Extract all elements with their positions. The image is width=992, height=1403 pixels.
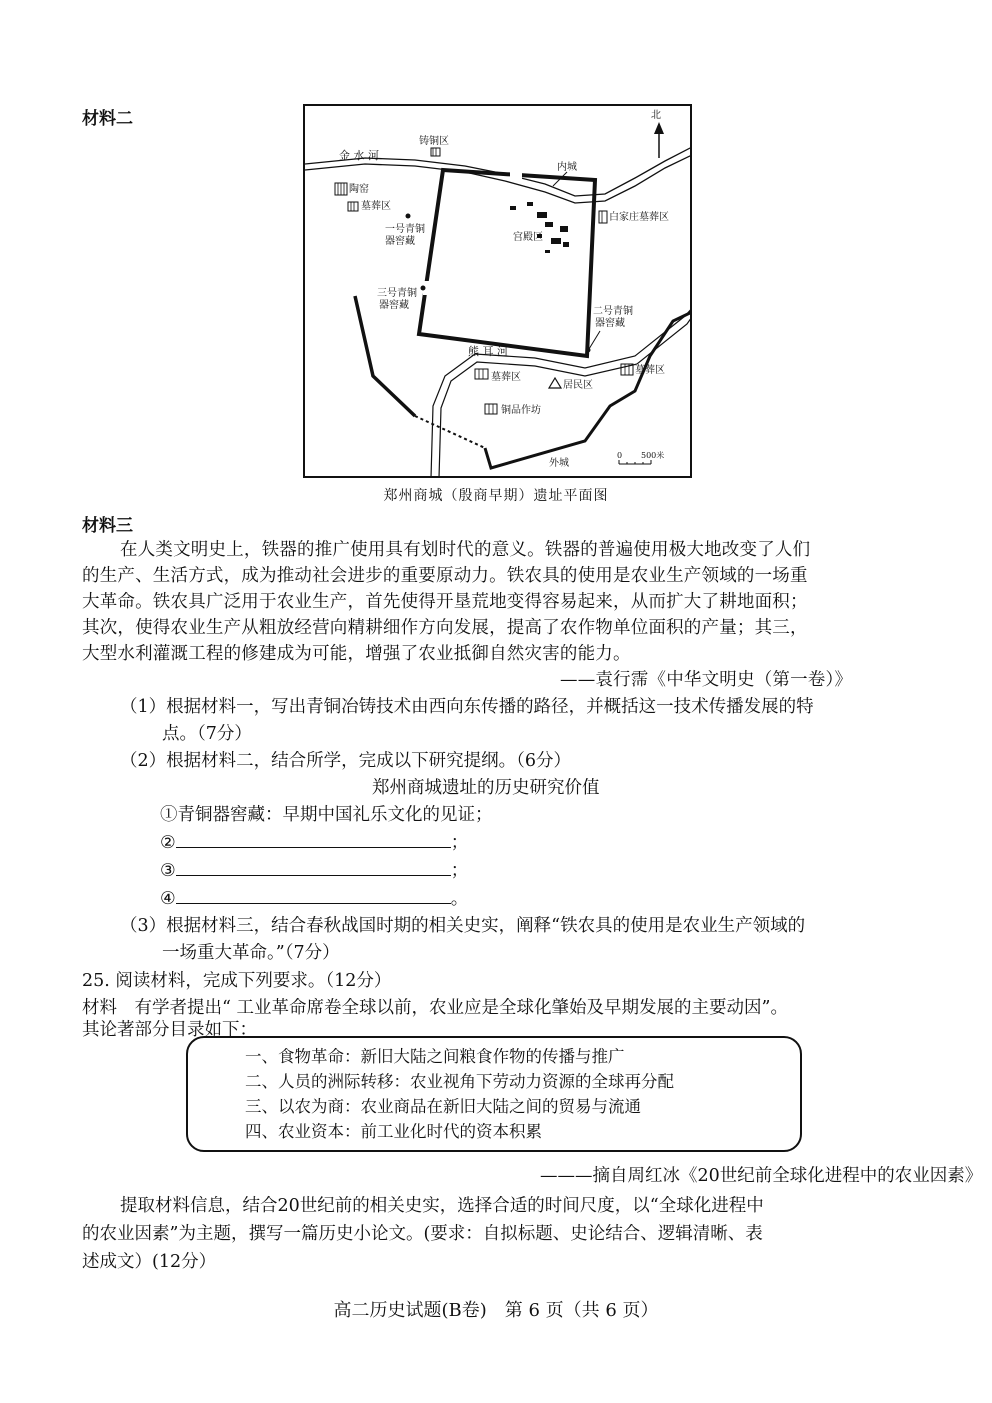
question-25-material-line-2: 其论著部分目录如下： <box>82 1020 257 1040</box>
map-label-hoard-1b: 器窖藏 <box>385 236 415 247</box>
table-of-contents-box <box>186 1036 802 1152</box>
question-1-line-1: （1）根据材料一，写出青铜冶铸技术由西向东传播的路径，并概括这一技术传播发展的特 <box>120 697 814 717</box>
hoard-1-dot <box>406 214 411 219</box>
question-1-line-2: 点。（7分） <box>162 724 252 744</box>
material-3-line-2: 的生产、生活方式，成为推动社会进步的重要原动力。铁农具的使用是农业生产领域的一场重 <box>82 566 808 586</box>
question-25-task-line-2: 的农业因素”为主题，撰写一篇历史小论文。(要求：自拟标题、史论结合、逻辑清晰、表 <box>82 1224 763 1244</box>
answer-blank-2[interactable] <box>176 831 451 848</box>
hoard-3-dot <box>421 286 426 291</box>
map-label-north: 北 <box>651 110 661 121</box>
map-label-kiln: 陶窑 <box>349 184 369 195</box>
map-label-hoard-2b: 器窖藏 <box>595 318 625 329</box>
map-label-scale-0: 0 <box>617 451 623 460</box>
map-label-residential: 居民区 <box>563 380 593 391</box>
material-2-label: 材料二 <box>82 109 133 129</box>
map-label-cemetery-west: 墓葬区 <box>361 201 391 212</box>
map-label-jinshui-river: 金 水 河 <box>339 149 379 162</box>
hatched-markers <box>335 148 633 414</box>
map-label-bronze-workshop: 铜品作坊 <box>501 405 541 416</box>
question-3-line-1: （3）根据材料三，结合春秋战国时期的相关史实，阐释“铁农具的使用是农业生产领域的 <box>120 916 806 936</box>
map-label-xionger-river: 熊 耳 河 <box>468 345 508 358</box>
question-25-source: ———摘自周红冰《20世纪前全球化进程中的农业因素》 <box>540 1166 983 1186</box>
outline-item-4-number: ④ <box>160 889 176 909</box>
material-3-line-5: 大型水利灌溉工程的修建成为可能，增强了农业抵御自然灾害的能力。 <box>82 644 631 664</box>
hoard-2-dot <box>586 348 591 353</box>
material-3-line-4: 其次，使得农业生产从粗放经营向精耕细作方向发展，提高了农作物单位面积的产量；其三， <box>82 618 808 638</box>
outline-item-1: ①青铜器窖藏：早期中国礼乐文化的见证； <box>160 805 493 825</box>
question-2: （2）根据材料二，结合所学，完成以下研究提纲。（6分） <box>120 751 572 771</box>
question-25-task-line-1: 提取材料信息，结合20世纪前的相关史实，选择合适的时间尺度，以“全球化进程中 <box>120 1196 764 1216</box>
palace-blocks <box>510 202 569 253</box>
map-label-scale-500: 500米 <box>641 451 665 460</box>
material-3-source: ——袁行霈《中华文明史（第一卷）》 <box>560 670 853 690</box>
page-footer: 高二历史试题(B卷) 第 6 页（共 6 页） <box>333 1300 659 1321</box>
map-label-hoard-1a: 一号青铜 <box>385 224 425 235</box>
outline-item-3-end: ； <box>450 861 469 881</box>
material-3-line-3: 大革命。铁农具广泛用于农业生产，首先使得开垦荒地变得容易起来，从而扩大了耕地面积； <box>82 592 808 612</box>
outer-wall-west <box>355 296 415 416</box>
question-25-heading: 25. 阅读材料，完成下列要求。（12分） <box>82 971 392 991</box>
zhengzhou-site-map <box>303 104 692 478</box>
outline-item-2-end: ； <box>450 833 469 853</box>
outline-item-4-end: 。 <box>450 889 469 909</box>
toc-item-3: 三、以农为商：农业商品在新旧大陆之间的贸易与流通 <box>245 1097 641 1116</box>
outline-item-2 <box>160 830 468 857</box>
map-caption: 郑州商城（殷商早期）遗址平面图 <box>383 488 609 504</box>
north-arrow-head <box>654 122 664 134</box>
map-label-inner-city: 内城 <box>557 162 577 173</box>
material-3-label: 材料三 <box>82 516 133 536</box>
hatch-lines <box>338 148 629 414</box>
map-label-palace: 宫殿区 <box>513 232 543 243</box>
hoard2-pointer <box>589 331 600 349</box>
map-label-hoard-3b: 器窖藏 <box>379 300 409 311</box>
inner-city-wall <box>419 170 595 356</box>
outline-title: 郑州商城遗址的历史研究价值 <box>372 778 600 798</box>
map-label-hoard-3a: 三号青铜 <box>377 288 417 299</box>
outline-item-3 <box>160 858 468 885</box>
question-3-line-2: 一场重大革命。”（7分） <box>162 943 340 963</box>
map-label-outer-city: 外城 <box>549 458 569 469</box>
map-label-bronze-casting: 铸铜区 <box>419 136 449 147</box>
map-label-hoard-2a: 二号青铜 <box>593 306 633 317</box>
outline-item-2-number: ② <box>160 833 176 853</box>
question-25-task-line-3: 述成文）(12分） <box>82 1252 217 1272</box>
wall-gap-north <box>510 169 522 179</box>
answer-blank-4[interactable] <box>176 887 451 904</box>
outline-item-4 <box>160 886 468 913</box>
toc-item-2: 二、人员的洲际转移：农业视角下劳动力资源的全球再分配 <box>245 1072 674 1091</box>
material-3-line-1: 在人类文明史上，铁器的推广使用具有划时代的意义。铁器的普遍使用极大地改变了人们 <box>120 540 811 560</box>
outline-item-3-number: ③ <box>160 861 176 881</box>
question-25-material-line-1: 材料 有学者提出“ 工业革命席卷全球以前，农业应是全球化肇始及早期发展的主要动因”。 <box>82 998 788 1018</box>
outer-wall-dashed <box>415 416 485 448</box>
toc-item-4: 四、农业资本：前工业化时代的资本积累 <box>245 1122 542 1141</box>
toc-item-1: 一、食物革命：新旧大陆之间粮食作物的传播与推广 <box>245 1047 625 1066</box>
map-label-cemetery-south: 墓葬区 <box>491 372 521 383</box>
map-label-baijiazhuang: 白家庄墓葬区 <box>609 212 669 223</box>
answer-blank-3[interactable] <box>176 859 451 876</box>
residential-triangle <box>549 378 561 388</box>
map-label-cemetery-east: 墓葬区 <box>635 365 665 376</box>
